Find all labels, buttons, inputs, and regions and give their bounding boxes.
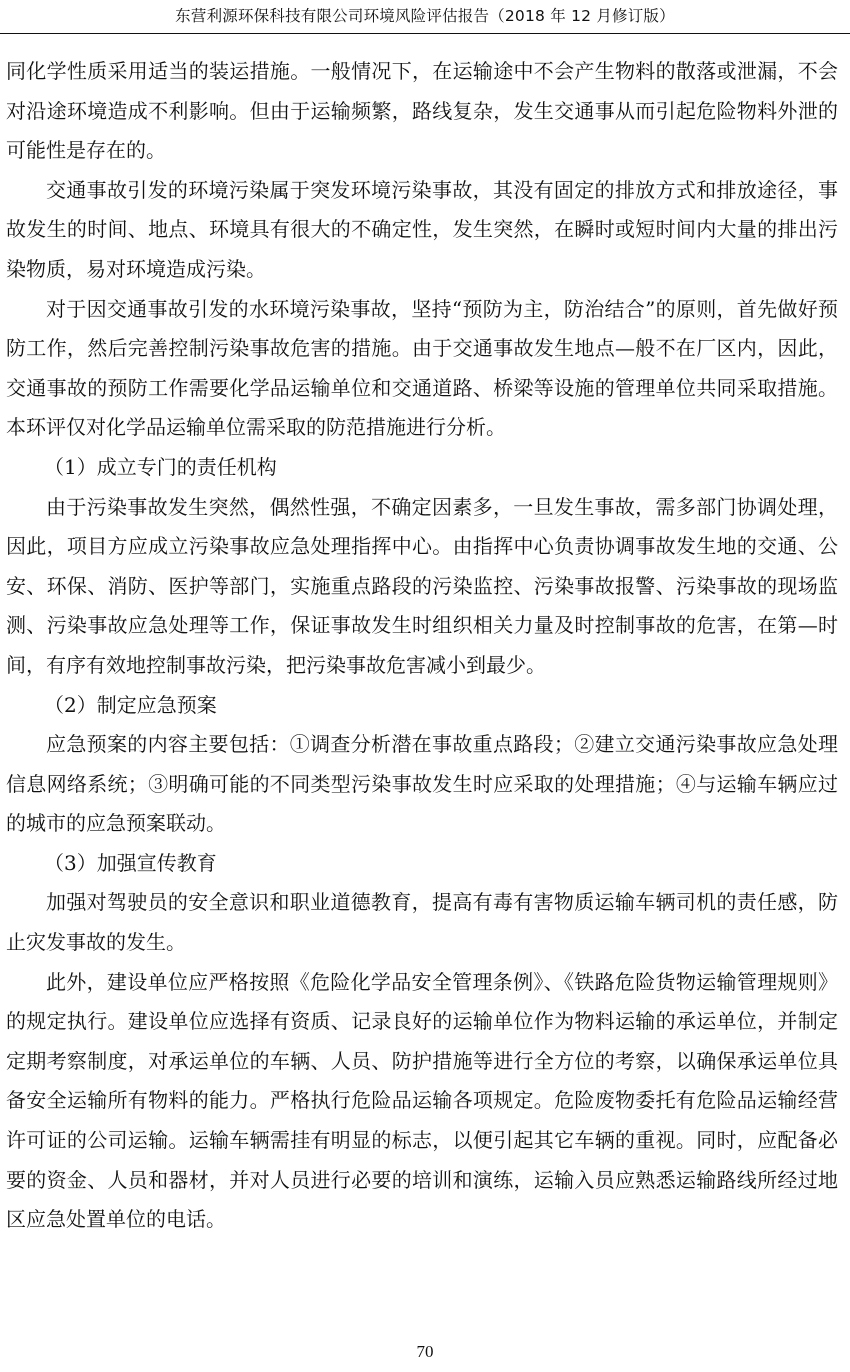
paragraph-driver-education: 加强对驾驶员的安全意识和职业道德教育，提高有毒有害物质运输车辆司机的责任感，防止灾发事故的发生。 [6, 890, 838, 955]
paragraph-command-center: 由于污染事故发生突然，偶然性强，不确定因素多，一旦发生事故，需多部门协调处理，因此，项目方应成立污染事故应急处理指挥中心。由指挥中心负责协调事故发生地的交通、公安、环保、消防、医护等部门，实施重点路段的污染监控、污染事故报警、污染事故的现场监测、污染事故应急处理等工作，保证事故发生时组织相关力量及时控制事故的危害，在第—时间，有序有效地控制事故污染，把污染事故危害减小到最少。 [6, 494, 838, 677]
paragraph-transport-continuation: 同化学性质采用适当的装运措施。一般情况下，在运输途中不会产生物料的散落或泄漏，不会对沿途环境造成不利影响。但由于运输频繁，路线复杂，发生交通事从而引起危险物料外泄的可能性是存在的。 [6, 59, 838, 163]
paragraph-regulations: 此外，建设单位应严格按照《危险化学品安全管理条例》、《铁路危险货物运输管理规则》的规定执行。建设单位应选择有资质、记录良好的运输单位作为物料运输的承运单位，并制定定期考察制度，对承运单位的车辆、人员、防护措施等进行全方位的考察，以确保承运单位具备安全运输所有物料的能力。严格执行危险品运输各项规定。危险废物委托有危险品运输经营许可证的公司运输。运输车辆需挂有明显的标志，以便引起其它车辆的重视。同时，应配备必要的资金、人员和器材，并对人员进行必要的培训和演练，运输入员应熟悉运输路线所经过地区应急处置单位的电话。 [6, 969, 838, 1232]
page-header [0, 0, 850, 34]
paragraph-traffic-accident-pollution: 交通事故引发的环境污染属于突发环境污染事故，其没有固定的排放方式和排放途径，事故发生的时间、地点、环境具有很大的不确定性，发生突然，在瞬时或短时间内大量的排出污染物质，易对环境造成污染。 [6, 177, 838, 281]
document-body [6, 52, 838, 1240]
paragraph-emergency-plan-content: 应急预案的内容主要包括：①调查分析潜在事故重点路段；②建立交通污染事故应急处理信息网络系统；③明确可能的不同类型污染事故发生时应采取的处理措施；④与运输车辆应过的城市的应急预案联动。 [6, 732, 838, 836]
section-heading-responsibility: （1）成立专门的责任机构 [44, 454, 277, 479]
report-title: 东营利源环保科技有限公司环境风险评估报告（2018 年 12 月修订版） [175, 7, 675, 25]
page-number: 70 [416, 1342, 434, 1361]
section-heading-education: （3）加强宣传教育 [44, 850, 217, 875]
paragraph-prevention-principle: 对于因交通事故引发的水环境污染事故，坚持“预防为主，防治结合”的原则，首先做好预防工作，然后完善控制污染事故危害的措施。由于交通事故发生地点—般不在厂区内，因此，交通事故的预防工作需要化学品运输单位和交通道路、桥梁等设施的管理单位共同采取措施。本环评仅对化学品运输单位需采取的防范措施进行分析。 [6, 296, 838, 440]
section-heading-emergency-plan: （2）制定应急预案 [44, 692, 217, 717]
